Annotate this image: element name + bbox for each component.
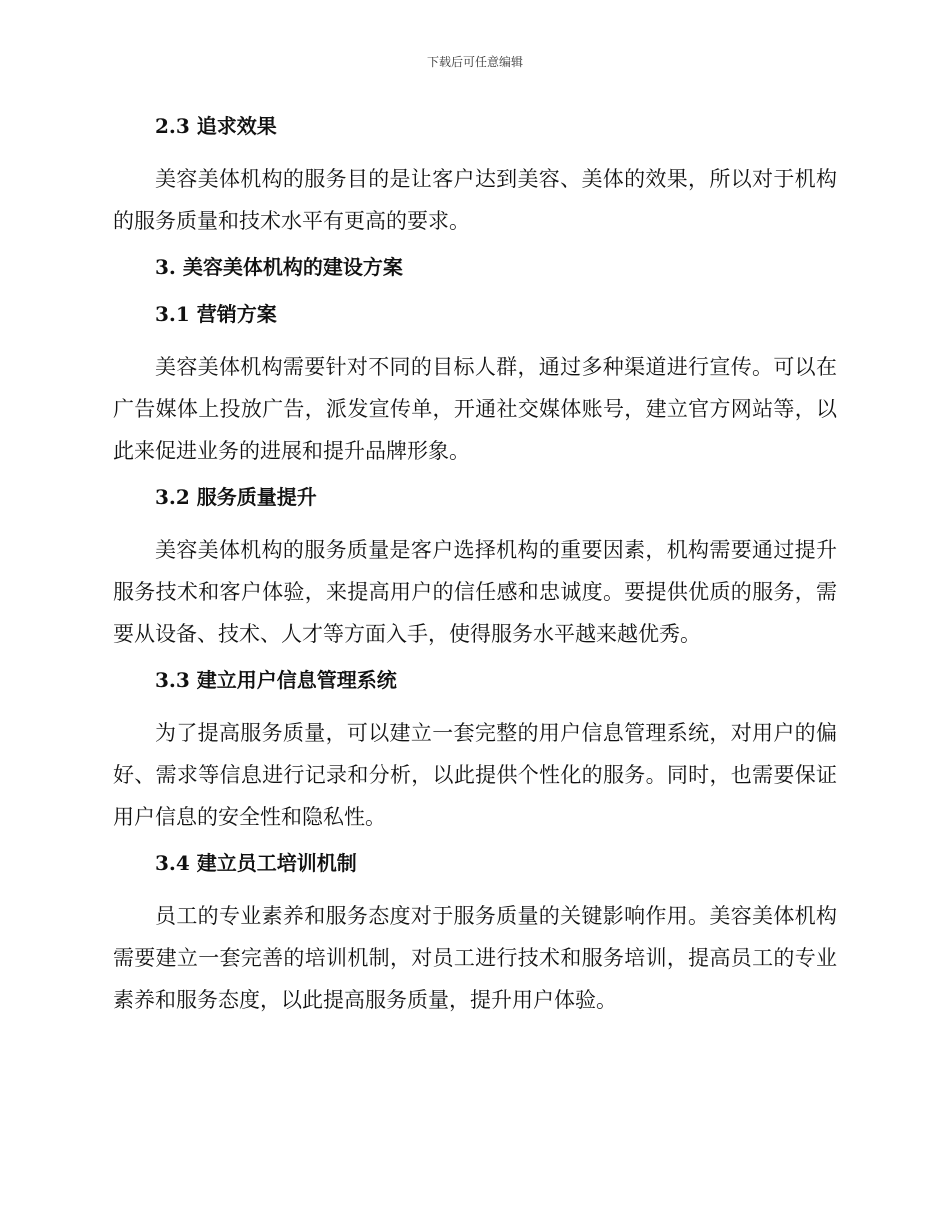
section-heading-2-3: 2.3 追求效果 (155, 114, 277, 138)
section-paragraph-3-4: 员工的专业素养和服务态度对于服务质量的关键影响作用。美容美体机构需要建立一套完善的培训机制，对员工进行技术和服务培训，提高员工的专业素养和服务态度，以此提高服务质量，提升用户体验。 (113, 904, 837, 1012)
page-header: 下载后可任意编辑 (426, 55, 523, 69)
document-body (113, 111, 837, 1031)
section-paragraph-3-3: 为了提高服务质量，可以建立一套完整的用户信息管理系统，对用户的偏好、需求等信息进行记录和分析，以此提供个性化的服务。同时，也需要保证用户信息的安全性和隐私性。 (113, 721, 837, 829)
section-paragraph-3-2: 美容美体机构的服务质量是客户选择机构的重要因素，机构需要通过提升服务技术和客户体验，来提高用户的信任感和忠诚度。要提供优质的服务，需要从设备、技术、人才等方面入手，使得服务水平越来越优秀。 (113, 538, 837, 646)
section-heading-3-3: 3.3 建立用户信息管理系统 (155, 668, 397, 692)
section-heading-3-4: 3.4 建立员工培训机制 (155, 851, 357, 875)
section-heading-3: 3. 美容美体机构的建设方案 (155, 255, 403, 279)
section-paragraph-2-3: 美容美体机构的服务目的是让客户达到美容、美体的效果，所以对于机构的服务质量和技术水平有更高的要求。 (113, 167, 837, 233)
section-heading-3-2: 3.2 服务质量提升 (155, 485, 317, 509)
section-paragraph-3-1: 美容美体机构需要针对不同的目标人群，通过多种渠道进行宣传。可以在广告媒体上投放广告，派发宣传单，开通社交媒体账号，建立官方网站等，以此来促进业务的进展和提升品牌形象。 (113, 355, 837, 463)
section-heading-3-1: 3.1 营销方案 (155, 302, 277, 326)
